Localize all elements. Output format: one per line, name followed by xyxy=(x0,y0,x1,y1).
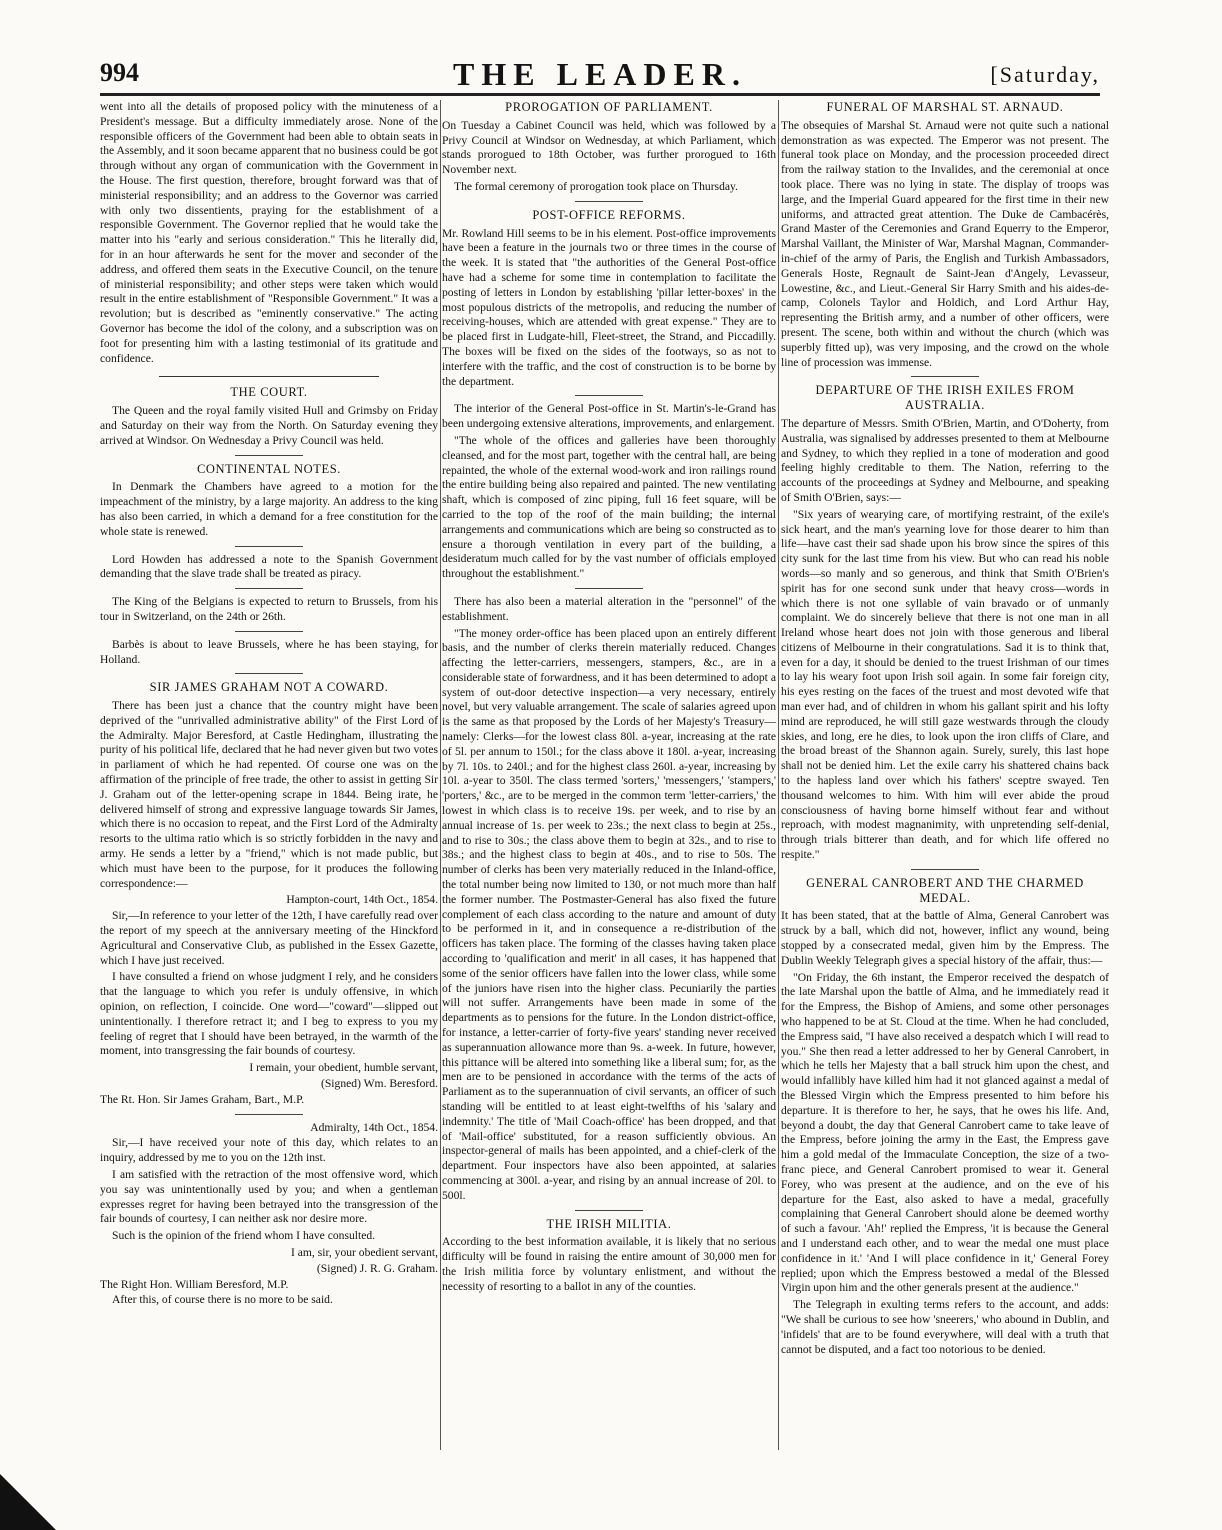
funeral-text: The obsequies of Marshal St. Arnaud were not quite such a national demonstration as was expected. The Emperor was not present. The funeral took place on Monday, and the procession proceeded direct from the railway station to the Invalides, and the ceremonial at once took place. There was no lying in state. The display of troops was large, and the Imperial Guard appeared for the first time in their new uniforms, and attracted great attention. The Duke de Cambacérès, Grand Master of the Ceremonies and Grand Equerry to the Emperor, Marshal Vaillant, the Minister of War, Marshal Magnan, Commander-in-chief of the army of Paris, the English and Turkish Ambassadors, Generals Hoste, Regnault de Saint-Jean d'Angely, Levasseur, Lowestine, &c., and Lieut.-General Sir Harry Smith and his aides-de-camp, Colonels Taylor and Holdich, and Lord Arthur Hay, representing the British army, and a number of other officers, were present. The scene, both within and without the church (which was superbly fitted up), was very imposing, and the crowd on the whole line of procession was immense. xyxy=(781,118,1109,369)
masthead-rule xyxy=(100,93,1100,96)
letter-closing: I am, sir, your obedient servant, xyxy=(291,1245,438,1259)
court-text: The Queen and the royal family visited Hull and Grimsby on Friday and Saturday on their way from the North. On Saturday evening they arrived at Windsor. On Wednesday a Privy Council was held. xyxy=(100,404,438,447)
letter-paragraph: I am satisfied with the retraction of the most offensive word, which you say was unintentionally used by you; and when a gentleman expresses regret for having been betrayed into the transgression of the fair bounds of courtesy, I can neither ask nor desire more. xyxy=(100,1168,438,1226)
graham-heading: SIR JAMES GRAHAM NOT A COWARD. xyxy=(149,680,389,695)
letter-signature: (Signed) Wm. Beresford. xyxy=(321,1077,438,1091)
closing-remark: After this, of course there is no more to be said. xyxy=(112,1293,333,1307)
prorogation-text: The formal ceremony of prorogation took place on Thursday. xyxy=(454,179,738,193)
exiles-heading: DEPARTURE OF THE IRISH EXILES FROM AUSTRALIA. xyxy=(815,383,1075,413)
post-office-heading: POST-OFFICE REFORMS. xyxy=(532,207,686,222)
short-rule xyxy=(575,201,643,202)
canrobert-heading: GENERAL CANROBERT AND THE CHARMED MEDAL. xyxy=(806,875,1084,905)
canrobert-paragraph: It has been stated, that at the battle of Alma, General Canrobert was struck by a ball, which did not, however, inflict any wound, being stopped by a consecrated medal, given him by the Empress. The Dublin Weekly Telegraph gives a special history of the affair, thus:— xyxy=(781,909,1109,967)
post-office-paragraph: Mr. Rowland Hill seems to be in his element. Post-office improvements have been a feature in the journals two or three times in the course of the week. It is stated that "the authorities of the General Post-office have had a scheme for some time in contemplation to facilitate the posting of letters in London by establishing 'pillar letter-boxes' in the most populous districts of the metropolis, and reducing the number of receiving-houses, which are attended with great expense." They are to be placed first in Ludgate-hill, Fleet-street, the Strand, and Piccadilly. The boxes will be fixed on the sides of the footways, so as not to interfere with the traffic, and the cost of construction is to be borne by the department. xyxy=(442,226,776,388)
letter-date: Hampton-court, 14th Oct., 1854. xyxy=(286,893,438,907)
exiles-paragraph: The departure of Messrs. Smith O'Brien, Martin, and O'Doherty, from Australia, was signalised by addresses presented to them at Melbourne and Sydney, to which they replied in a tone of moderation and good feeling highly creditable to them. The Nation, referring to the accounts of the proceedings at Sydney and Melbourne, and speaking of Smith O'Brien, says:— xyxy=(781,416,1109,504)
short-rule xyxy=(235,1114,303,1115)
court-heading: THE COURT. xyxy=(230,385,308,400)
letter-addressee: The Rt. Hon. Sir James Graham, Bart., M.P. xyxy=(100,1092,305,1106)
canrobert-paragraph: "On Friday, the 6th instant, the Emperor received the despatch of the late Marshal upon the battle of Alma, and he immediately read it for the Empress, the Bishop of Amiens, and some other personages who happened to be at St. Cloud at the time. When he had concluded, the Empress said, "I have also received a despatch which I will read to you." She then read a letter addressed to her by General Canrobert, in which he tells her Majesty that a ball struck him upon the chest, and would infallibly have killed him had it not glanced against a medal of the Blessed Virgin which the Empress presented to him before his departure. It is therefore to her, he says, that he owes his life. And, beyond a doubt, the day that General Canrobert came to take leave of the Empress, before joining the army in the East, the Empress gave him a gold medal of the Immaculate Conception, the size of a two-franc piece, and General Canrobert promised to wear it. General Forey, who was present at the audience, and on the eve of his departure for the East, also asked to have a medal, gracefully complaining that General Canrobert should alone be deemed worthy of such a favour. 'Ah!' replied the Empress, 'it is because the General and I understand each other, and to wear the medal one must place confidence in it.' 'And I will place confidence in it,' General Forey replied; upon which the Empress bestowed a medal of the Blessed Virgin upon him and the other generals present at the audience." xyxy=(781,970,1109,1295)
post-office-paragraph: There has also been a material alteration in the "personnel" of the establishment. xyxy=(442,594,776,623)
canrobert-paragraph: The Telegraph in exulting terms refers to the account, and adds: "We shall be curious to see how 'sneerers,' who abound in Dublin, and 'infidels' that are to be found everywhere, will deal with a truth that cannot be disputed, and a fact too notorious to be denied. xyxy=(781,1298,1109,1356)
letter-paragraph: Sir,—In reference to your letter of the 12th, I have carefully read over the report of my speech at the anniversary meeting of the Hinckford Agricultural and Conservative Club, as published in the Essex Gazette, which I have just received. xyxy=(100,909,438,967)
masthead xyxy=(100,56,1100,90)
short-rule xyxy=(575,395,643,396)
column-1 xyxy=(100,100,438,1470)
post-office-paragraph: The interior of the General Post-office in St. Martin's-le-Grand has been undergoing extensive alterations, improvements, and enlargement. xyxy=(442,402,776,431)
continental-paragraph: Lord Howden has addressed a note to the Spanish Government demanding that the slave trade shall be treated as piracy. xyxy=(100,552,438,581)
continental-paragraph: In Denmark the Chambers have agreed to a motion for the impeachment of the ministry, by a large majority. An address to the king has also been carried, in which a demand for a free constitution for the whole state is renewed. xyxy=(100,480,438,538)
letter-closing: I remain, your obedient, humble servant, xyxy=(249,1061,438,1075)
colony-article-text: went into all the details of proposed policy with the minuteness of a President's message. But a difficulty immediately arose. None of the responsible officers of the Government had been able to obtain seats in the Assembly, and it soon became apparent that no business could be got through without any organ of communication with the Government in the House. The first question, therefore, brought forward was that of ministerial responsibility; and an address to the Governor was carried with only two dissentients, praying for the establishment of a responsible Government. The Governor replied that he would take the matter into his "early and serious consideration." This he literally did, for in an hour afterwards he sent for the mover and seconder of the address, and offered them seats in the Executive Council, on the tenure of ministerial responsibility; and other steps were taken which would result in the entire establishment of "Responsible Government." It was a revolution; but is described as "eminently conservative." The acting Governor has become the idol of the colony, and a subscription was on foot for presenting him with a lasting testimonial of its gratitude and confidence. xyxy=(100,100,438,365)
letter-paragraph: I have consulted a friend on whose judgment I rely, and he considers that the language to which you refer is unduly offensive, in which opinion, on reflection, I coincide. One word—"coward"—slipped out unintentionally. I therefore retract it; and I beg to express to you my feeling of regret that I should have been betrayed, in the warmth of the moment, into transgressing the fair bounds of courtesy. xyxy=(100,970,438,1058)
short-rule xyxy=(575,588,643,589)
letter-date: Admiralty, 14th Oct., 1854. xyxy=(310,1120,438,1134)
letter-addressee: The Right Hon. William Beresford, M.P. xyxy=(100,1277,289,1291)
exiles-paragraph: "Six years of wearying care, of mortifying restraint, of the exile's sick heart, and the man's yearning love for those dearer to him than life—have cast their sad shade upon his brow since the spires of this city sunk for the last time from his view. But who can read his noble words—so manly and so generous, and think that Smith O'Brien's spirit has for one second sunk under that heavy cross—words in which there is not one syllable of vain bravado or of unmanly complaint. We do sincerely believe that there is not one man in all Ireland whose heart does not join with those generous and liberal citizens of Melbourne in their congratulations. Sad it is to think that, even for a day, it should be denied to the truest Irishman of our times to lay his weary foot upon Irish soil again. In some fair foreign city, his eyes resting on the faces of the truest and most devoted wife that man ever had, and of children in whom his gallant spirit and his lofty mind are reproduced, he will still gaze westwards through the cloudy skies, and long, ere he dies, to look upon the iron cliffs of Clare, and the broad breast of the Shannon again. Surely, surely, this last hope shall not be denied him. Let the exile carry his shattered chains back to the hapless land over which his fathers' sceptre swayed. Ten thousand welcomes to him. With him will ever abide the proud consciousness of having borne himself without fear and without reproach, with modest magnanimity, with unpretending self-denial, through trials bitterer than death, and for which life offered no respite." xyxy=(781,507,1109,862)
continental-paragraph: Barbès is about to leave Brussels, where he has been staying, for Holland. xyxy=(100,637,438,666)
short-rule xyxy=(911,869,979,870)
militia-heading: THE IRISH MILITIA. xyxy=(546,1216,672,1231)
column-2 xyxy=(442,100,776,1470)
article-separator xyxy=(159,376,379,377)
prorogation-text: On Tuesday a Cabinet Council was held, which was followed by a Privy Council at Windsor on Wednesday, at which Parliament, which stands prorogued to 18th October, was further prorogued to 16th November next. xyxy=(442,118,776,177)
funeral-heading: FUNERAL OF MARSHAL ST. ARNAUD. xyxy=(826,100,1064,114)
letter-paragraph: Such is the opinion of the friend whom I have consulted. xyxy=(112,1229,376,1243)
post-office-paragraph: "The money order-office has been placed upon an entirely different basis, and the number of clerks therein materially reduced. Changes affecting the letter-carriers, messengers, stampers, &c., are in a considerable state of forwardness, and it has been determined to adopt a system of out-door detective inspection—a very necessary, entirely novel, but very valuable arrangement. The scale of salaries agreed upon is the same as that proposed by the Lords of her Majesty's Treasury—namely: Clerks—for the lowest class 80l. a-year, increasing at the rate of 5l. per annum to 150l.; for the class above it 180l. a-year, increasing by 7l. 10s. to 240l.; and for the highest class 260l. a-year, increasing by 10l. a-year to 350l. The class termed 'sorters,' 'messengers,' 'stampers,' 'porters,' &c., are to be merged in the common term 'letter-carriers,' the lowest in which class is to receive 19s. per week, and to rise by an annual increase of 1s. per week to 23s.; the next class to begin at 25s., and to rise to 30s.; the class above them to begin at 32s., and to rise to 38s.; and the highest class to begin at 40s., and to rise to 50s. The number of clerks has been very materially reduced in the Inland-office, the total number being now limited to 130, or not much more than half the former number. The Postmaster-General has also fixed the future complement of each class according to the nature and amount of duty to be performed in it, and in consequence a re-distribution of the officers has taken place. The forming of the classes having taken place according to 'qualification and merit' in all cases, it has happened that some of the senior officers have fallen into the lower class, while some of the juniors have risen into the higher class. Pecuniarily the parties will not suffer. Arrangements have been made in some of the departments as to pensions for the future. In the London district-office, for instance, a letter-carrier of forty-five years' standing never received as superannuation allowance more than 9s. a-week. In future, however, this pittance will be altered into something like a liberal sum; for, as the men are to be pensioned in accordance with the terms of the acts of Parliament as to the superannuation of civil servants, an officer of such standing will be entitled to at least eight-twelfths of his 'salary and indemnity.' The title of 'Mail Coach-office' has been dropped, and that of 'Mail-office' substituted, for a reason sufficiently obvious. An inspector-general of mails has been appointed, and a chief-clerk of the department. Four inspectors have also been appointed, at salaries commencing at 300l. a-year, and rising by an annual increase of 20l. to 500l. xyxy=(442,626,776,1202)
letter-signature: (Signed) J. R. G. Graham. xyxy=(316,1261,438,1275)
graham-text: There has been just a chance that the country might have been deprived of the "unrivalled administrative ability" of the First Lord of the Admiralty. Major Beresford, at Castle Hedingham, illustrating the purity of his political life, declared that he had never given but two votes in parliament of which he had repented. Of course one was on the affirmation of the principle of free trade, the other to assist in getting Sir J. Graham out of the letter-opening scrape in 1844. Being irate, he delivered himself of strong and expressive language towards Sir James, which there is no occasion to repeat, and the First Lord of the Admiralty resorts to the ultima ratio which is so strictly forbidden in the navy and army. He sends a letter by a "friend," which is not made public, but which must have been to the purpose, for it produces the following correspondence:— xyxy=(100,699,438,890)
column-3 xyxy=(781,100,1109,1470)
continental-paragraph: The King of the Belgians is expected to return to Brussels, from his tour in Switzerland, on the 24th or 26th. xyxy=(100,595,438,623)
short-rule xyxy=(235,588,303,589)
scan-corner-shadow xyxy=(0,1474,56,1530)
short-rule xyxy=(235,673,303,674)
short-rule xyxy=(235,631,303,632)
short-rule xyxy=(575,1210,643,1211)
column-divider xyxy=(440,100,441,1450)
militia-text: According to the best information available, it is likely that no serious difficulty will be found in raising the entire amount of 30,000 men for the Irish militia force by voluntary enlistment, and without the necessity of resorting to a ballot in any of the counties. xyxy=(442,1235,776,1293)
short-rule xyxy=(911,376,979,377)
newspaper-title: THE LEADER. xyxy=(453,56,747,92)
short-rule xyxy=(235,455,303,456)
prorogation-heading: PROROGATION OF PARLIAMENT. xyxy=(505,100,713,114)
short-rule xyxy=(235,546,303,547)
letter-paragraph: Sir,—I have received your note of this day, which relates to an inquiry, addressed by me to you on the 12th inst. xyxy=(100,1136,438,1165)
post-office-paragraph: "The whole of the offices and galleries have been thoroughly cleansed, and for the most part, together with the central hall, are being repainted, the whole of the external wood-work and iron railings round the entire building being also repaired and painted. The new ventilating shaft, which is composed of zinc piping, full 16 feet square, will be carried to the top of the roof of the main building; the internal arrangements and communications which are being so constructed as to ensure a thorough ventilation in every part of the building, a desideratum much called for by the vast number of officials employed throughout the establishment." xyxy=(442,433,776,581)
column-divider xyxy=(778,100,779,1450)
page-number: 994 xyxy=(100,58,139,87)
issue-day: [Saturday, xyxy=(990,62,1100,87)
continental-heading: CONTINENTAL NOTES. xyxy=(196,461,342,476)
